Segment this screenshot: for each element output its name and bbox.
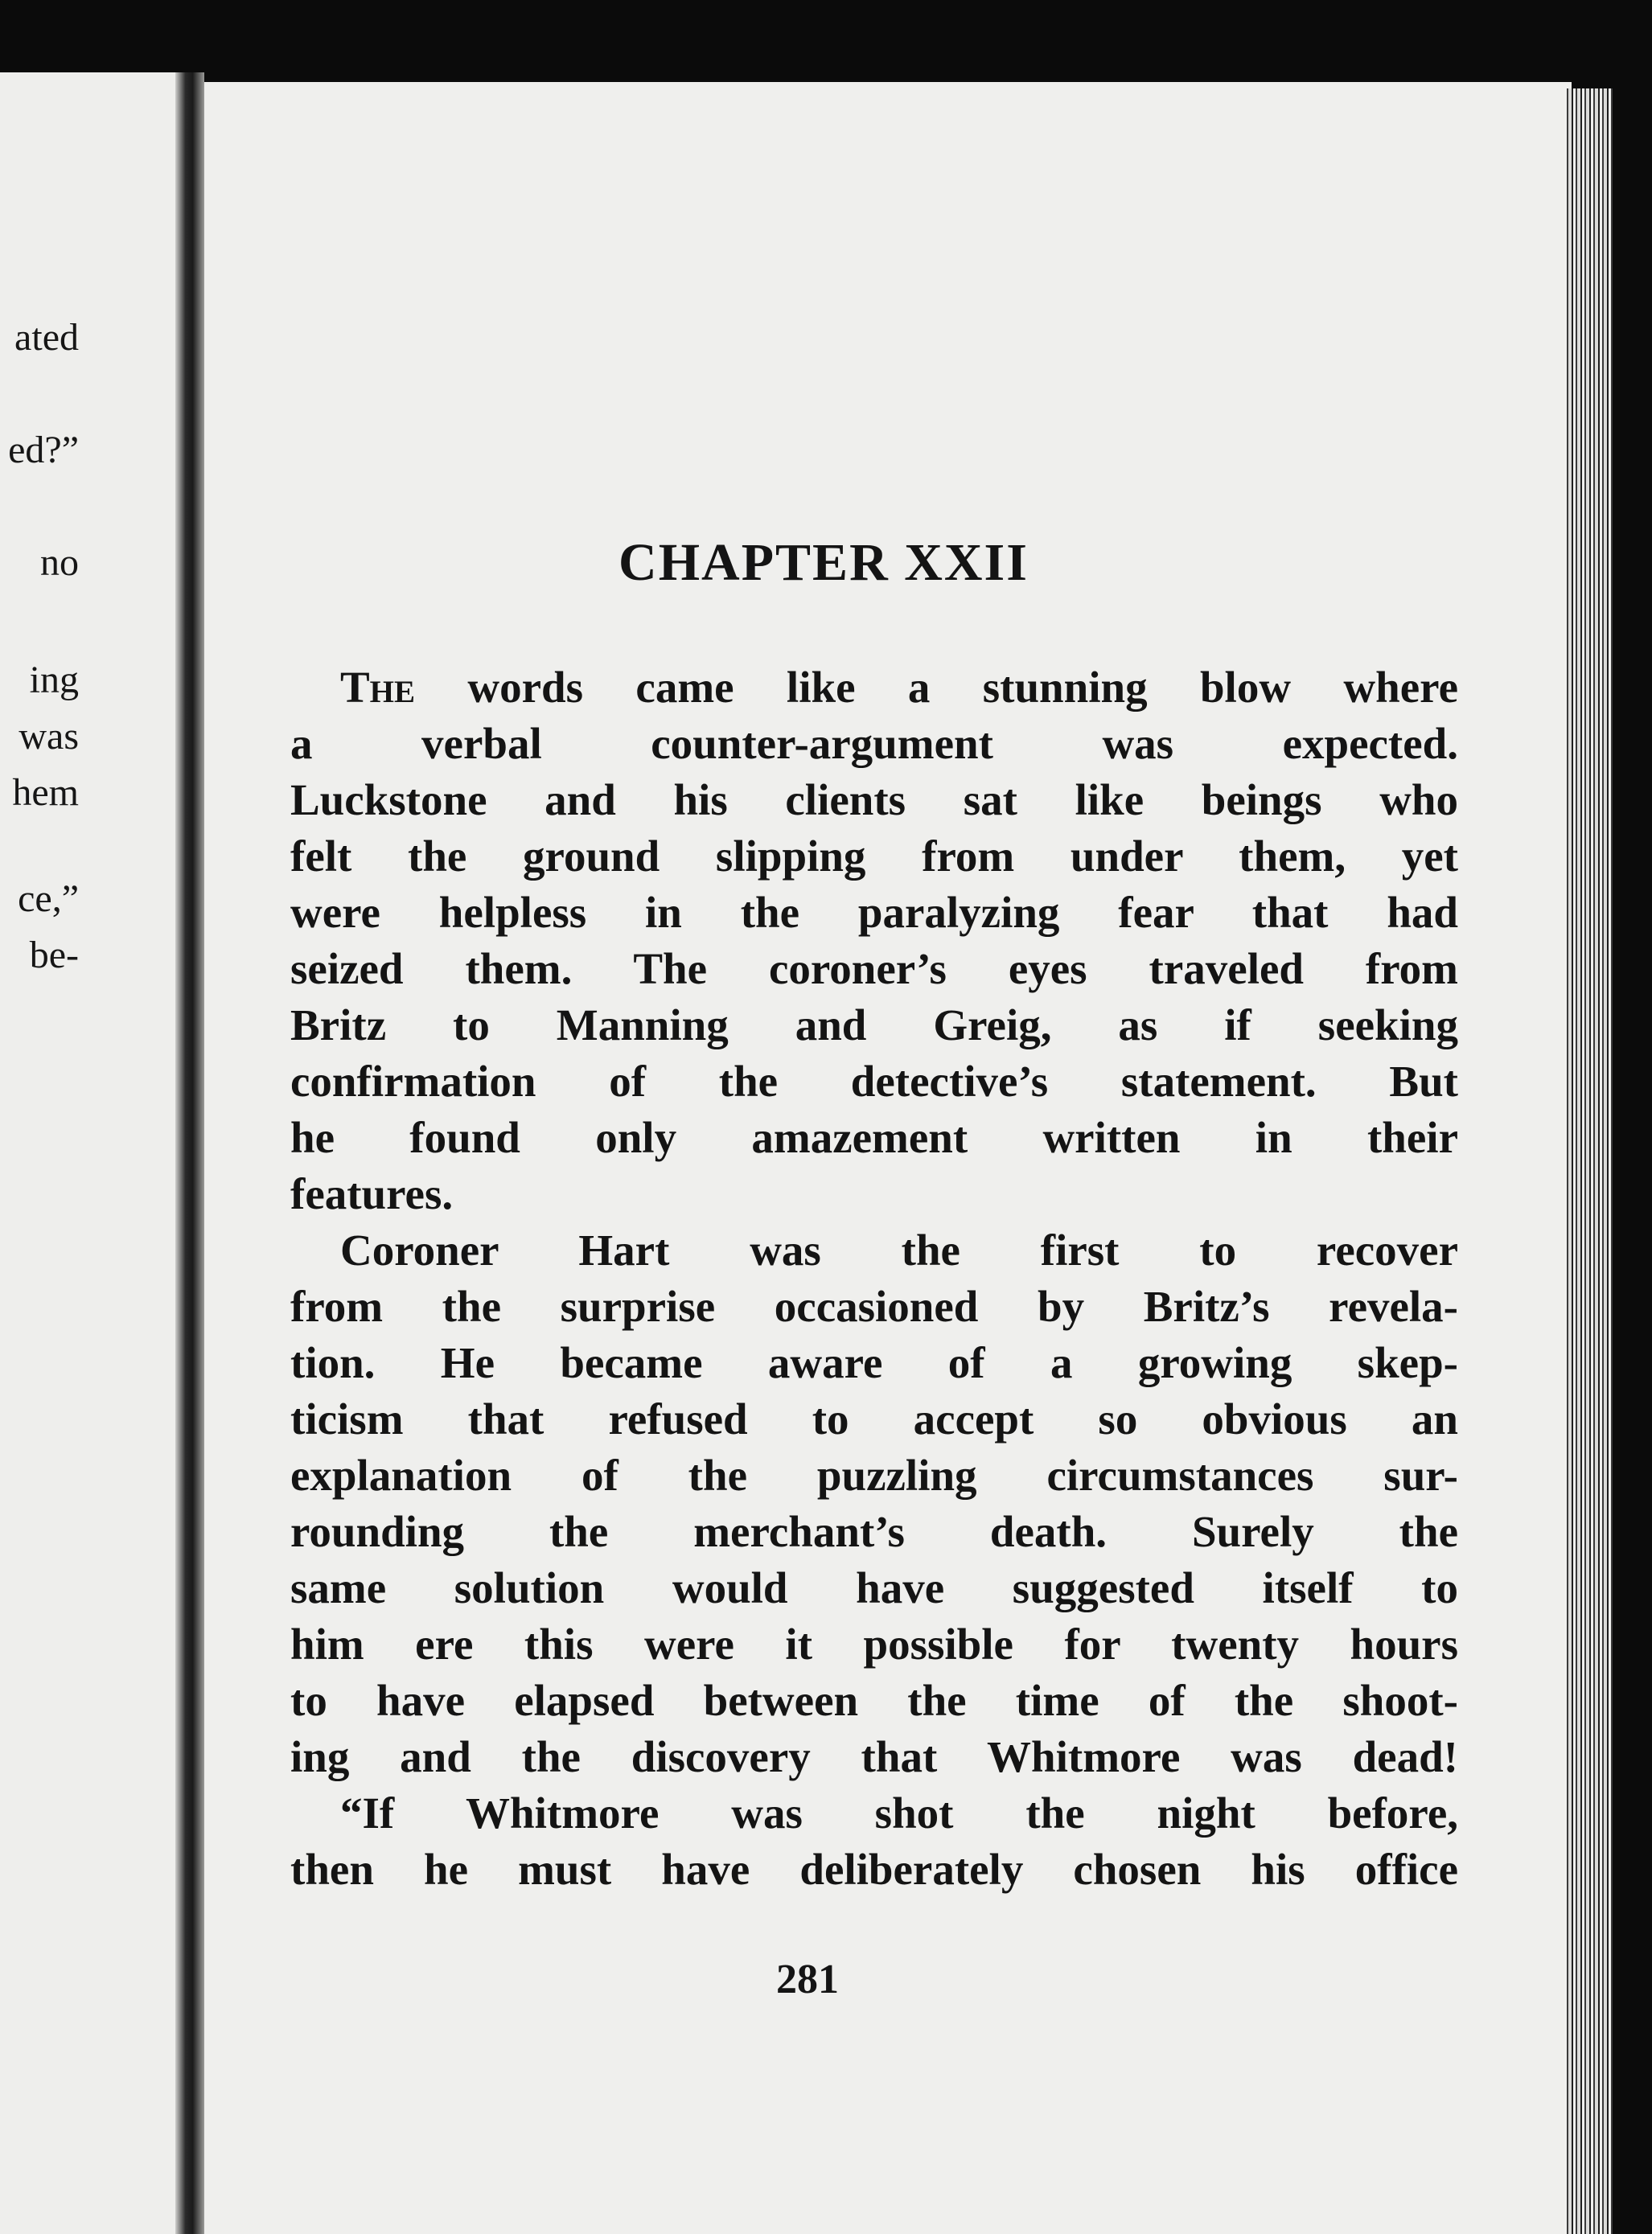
text-line: confirmation of the detective’s statement. But [290,1057,1458,1106]
text-line: rounding the merchant’s death. Surely the [290,1507,1458,1556]
page-number: 281 [776,1957,839,2002]
text-line: to have elapsed between the time of the shoot- [290,1676,1458,1725]
previous-page-fragment: hem [12,771,79,814]
text-line: “If Whitmore was shot the night before, [340,1788,1458,1838]
chapter-title: CHAPTER XXII [618,533,1029,592]
text-line: felt the ground slipping from under them, yet [290,832,1458,881]
text-line: seized them. The coroner’s eyes traveled from [290,944,1458,993]
text-line: he found only amazement written in their [290,1113,1458,1162]
previous-page-fragment: ated [14,316,79,359]
chapter-body [290,659,1458,1898]
text-line: were helpless in the paralyzing fear that had [290,888,1458,937]
book-gutter [175,72,204,2234]
text-line: The words came like a stunning blow where [340,663,1458,712]
previous-page [0,72,175,2234]
text-line: features. [290,1169,454,1218]
text-line: then he must have deliberately chosen his office [290,1845,1458,1894]
drop-word: The [340,663,416,712]
text-line: ticism that refused to accept so obvious an [290,1394,1458,1443]
previous-page-fragment: ed?” [8,429,79,471]
text-line: from the surprise occasioned by Britz’s revela- [290,1282,1458,1331]
text-line: same solution would have suggested itself to [290,1563,1458,1612]
previous-page-fragment: no [40,541,79,584]
text-line: ing and the discovery that Whitmore was dead! [290,1732,1458,1781]
page-edges [1564,88,1613,2234]
text-line: Luckstone and his clients sat like beings who [290,775,1458,824]
previous-page-fragment: was [18,715,79,758]
scan-background [1613,0,1652,2234]
text-line: a verbal counter-argument was expected. [290,719,1458,768]
previous-page-fragment: ing [29,659,79,701]
text-line: tion. He became aware of a growing skep- [290,1338,1458,1387]
previous-page-fragment: ce,” [18,877,79,920]
text-line: Britz to Manning and Greig, as if seeking [290,1000,1458,1049]
current-page [204,82,1572,2234]
text-line: him ere this were it possible for twenty hours [290,1620,1458,1669]
text-line: explanation of the puzzling circumstances sur- [290,1451,1458,1500]
text-line: Coroner Hart was the first to recover [340,1226,1458,1275]
previous-page-fragment: be- [29,934,79,976]
